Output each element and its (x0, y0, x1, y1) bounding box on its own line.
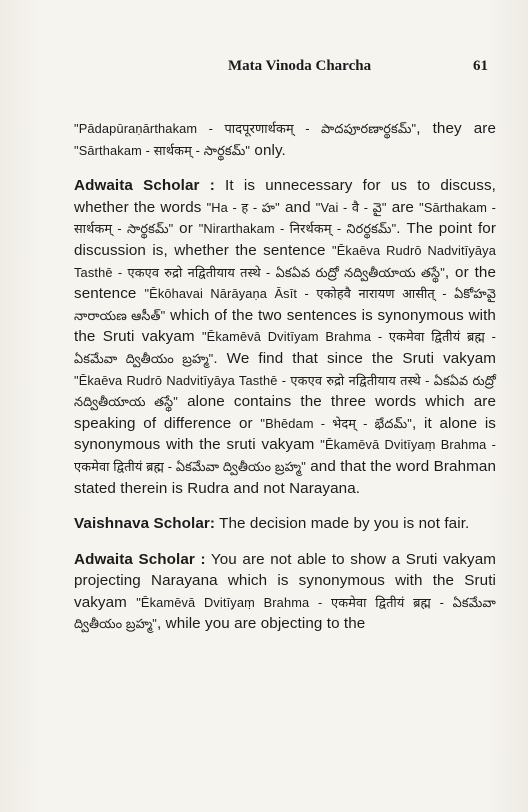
quoted-term: "Ēkamēvā Dvitīyam Brahma - एकमेवा द्वितीयं ब्रह्म - ఏకమేవా ద్వితీయం బ్రహ్మ" (74, 329, 496, 366)
body-text: and (279, 198, 316, 216)
quoted-term: "Ēkōhavai Nārāyaṇa Āsīt - एकोहवै नारायण आसीत् - ఏకోహవై నారాయణ ఆసీత్" (74, 286, 496, 323)
body-text: The decision made by you is not fair. (215, 515, 470, 533)
body-text: and that the word Brahman stated therein is Rudra and not Narayana. (74, 457, 496, 497)
page-body (74, 118, 496, 635)
speaker-label: Adwaita Scholar : (74, 550, 206, 568)
quoted-term: "Ēkaēva Rudrō Nadvitīyāya Tasthē - एकएव रुद्रो नद्वितीयाय तस्थे - ఏకఏవ రుద్రో నద్వితీయాయ తస్థే" (74, 242, 496, 280)
body-text: alone contains the three words which are speaking of difference or (74, 393, 496, 432)
body-text: only. (250, 141, 286, 159)
running-title: Mata Vinoda Charcha (228, 58, 372, 74)
quoted-term: "Nirarthakam - निरर्थकम् - నిరర్థకమ్" (198, 221, 397, 237)
body-text: It is unnecessary for us to discuss, whether the words (74, 177, 496, 216)
quoted-term: "Bhēdam - भेदम् - భేదమ్" (260, 415, 412, 431)
body-text: , or the sentence (74, 263, 497, 303)
body-text: . The point for discussion is, whether the sentence (74, 220, 497, 259)
quoted-term: "Sārthakam - सार्थकम् - సార్థకమ్" (74, 199, 496, 237)
body-text: which of the two sentences is synonymous with the Sruti vakyam (74, 306, 496, 346)
paragraph-3 (74, 513, 496, 535)
body-text: , they are (416, 120, 496, 137)
page-number: 61 (473, 58, 488, 74)
body-text: . We find that since the Sruti vakyam (213, 349, 496, 367)
quoted-term: "Ēkamēvā Dvitīyaṃ Brahma - एकमेवा द्वितीयं ब्रह्म - ఏకమేవా ద్వితీయం బ్రహ్మ" (74, 594, 496, 632)
speaker-label: Vaishnava Scholar: (74, 515, 216, 533)
paragraph-1 (74, 118, 496, 161)
body-text: , while you are objecting to the (156, 615, 366, 633)
quoted-term: "Ēkaēva Rudrō Nadvitīyāya Tasthē - एकएव रुद्रो नद्वितीयाय तस्थे - ఏకఏవ రుద్రో నద్వితీయాయ తస్థే" (74, 372, 496, 410)
body-text: You are not able to show a Sruti vakyam projecting Narayana which is synonymous with the Sruti vakyam (74, 550, 496, 611)
quoted-term: "Ēkamēvā Dvitīyaṃ Brahma - एकमेवा द्वितीयं ब्रह्म - ఏకమేవా ద్వితీయం బ్రహ్మ" (74, 437, 497, 474)
body-text: or (173, 220, 199, 238)
speaker-label: Adwaita Scholar : (74, 177, 215, 195)
paragraph-4 (74, 549, 496, 635)
running-header (0, 58, 528, 80)
body-text: , it alone is synonymous with the sruti vakyam (74, 414, 497, 454)
quoted-term: "Vai - वै - వై" (315, 199, 387, 215)
quoted-term: "Pādapūraṇārthakam - पादपूरणार्थकम् - పాదపూరణార్థకమ్" (74, 121, 417, 136)
body-text: are (386, 198, 420, 216)
quoted-term: "Sārthakam - सार्थकम् - సార్థకమ్" (74, 142, 251, 158)
quoted-term: "Ha - ह - హ" (206, 199, 280, 215)
paragraph-2 (74, 175, 496, 499)
